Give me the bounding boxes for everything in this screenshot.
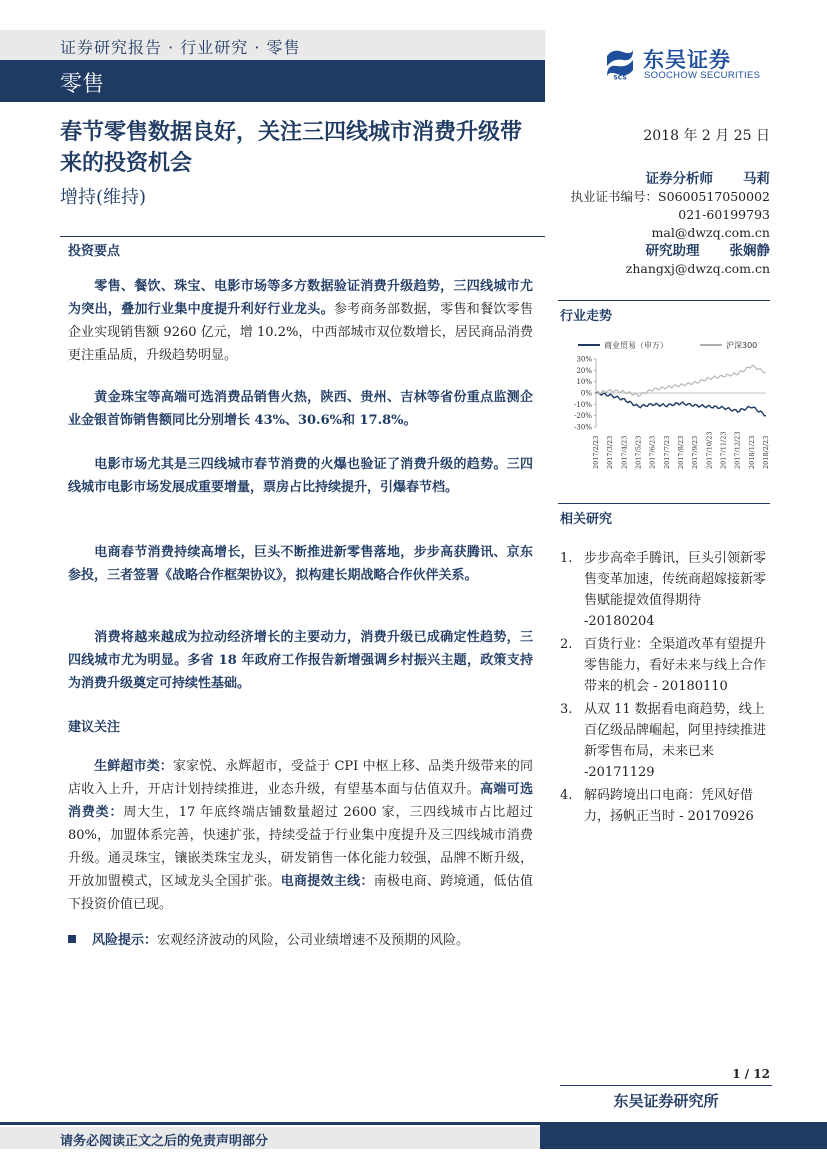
summary-paragraph-3: 电影市场尤其是三四线城市春节消费的火爆也验证了消费升级的趋势。三四线城市电影市场发展成重要增量，票房占比持续提升，引爆春节档。 bbox=[68, 457, 533, 495]
related-item[interactable]: 4. 解码跨境出口电商：凭风好借力，扬帆正当时 - 20170926 bbox=[560, 788, 754, 824]
analyst-phone: 021-60199793 bbox=[678, 207, 770, 222]
disclaimer-bar bbox=[0, 1127, 540, 1149]
assistant-email[interactable]: zhangxj@dwzq.com.cn bbox=[625, 261, 770, 276]
x-tick-label: 2017/2/23 bbox=[592, 435, 600, 469]
y-tick-label: -20% bbox=[574, 412, 592, 421]
legend-label: 商业贸易（申万） bbox=[604, 341, 668, 350]
assistant-role-line bbox=[540, 242, 770, 260]
analyst-name: 马莉 bbox=[743, 171, 770, 187]
y-tick-label: -10% bbox=[574, 400, 592, 409]
report-category-band bbox=[0, 30, 545, 60]
x-tick-label: 2017/12/23 bbox=[733, 431, 742, 469]
bottom-rule bbox=[0, 1122, 540, 1125]
series-line bbox=[596, 392, 766, 416]
summary-heading: 投资要点 bbox=[68, 244, 121, 259]
x-tick-label: 2017/6/23 bbox=[648, 435, 657, 469]
report-category: 证券研究报告 · 行业研究 · 零售 bbox=[60, 38, 301, 57]
analyst-role-line bbox=[540, 170, 770, 188]
series-line bbox=[596, 365, 766, 396]
trend-heading: 行业走势 bbox=[560, 309, 613, 324]
risk-text: 宏观经济波动的风险，公司业绩增速不及预期的风险。 bbox=[157, 933, 470, 948]
suggest-heading: 建议关注 bbox=[68, 720, 121, 735]
soochow-logo-icon bbox=[603, 46, 637, 80]
report-title: 春节零售数据良好，关注三四线城市消费升级带来的投资机会 bbox=[60, 119, 523, 176]
bottom-dark-block bbox=[540, 1122, 827, 1149]
y-tick-label: -30% bbox=[574, 423, 592, 432]
related-rule bbox=[558, 503, 770, 504]
related-heading: 相关研究 bbox=[560, 512, 613, 527]
assistant-name: 张娴静 bbox=[729, 243, 770, 259]
risk-note bbox=[68, 930, 469, 952]
x-tick-label: 2017/5/23 bbox=[634, 435, 643, 469]
logo-mark-text: SCS bbox=[613, 74, 627, 80]
page-number: 1 / 12 bbox=[732, 1067, 770, 1081]
summary-rule bbox=[60, 236, 545, 237]
report-date: 2018 年 2 月 25 日 bbox=[643, 128, 770, 144]
summary-paragraph-4: 电商春节消费持续高增长，巨头不断推进新零售落地，步步高获腾讯、京东参投，三者签署《战略合作框架协议》，拟构建长期战略合作伙伴关系。 bbox=[68, 545, 533, 583]
analyst-role: 证券分析师 bbox=[645, 171, 713, 187]
suggest-paragraph: 生鲜超市类：家家悦、永辉超市，受益于 CPI 中枢上移、品类升级带来的同店收入上升，开店计划持续推进，业态升级，有望基本面与估值双升。高端可选消费类：周大生，17 年底终端店铺数量超过 2600 家，三四线城市占比超过 80%，加盟体系完善，快速扩张，持续受益于行业集中度提升及三四线城市消费升级。通灵珠宝，镶嵌类珠宝龙头，研发销售一体化能力较强，品牌不断升级，开放加盟模式，区域龙头全国扩张。电商提效主线：南极电商、跨境通，低估值下投资价值已现。 bbox=[68, 759, 533, 912]
related-item[interactable]: 3. 从双 11 数据看电商趋势，线上百亿级品牌崛起，阿里持续推进新零售布局，未来已来 -20171129 bbox=[560, 702, 767, 780]
x-tick-label: 2017/9/23 bbox=[691, 435, 700, 469]
related-item[interactable]: 1. 步步高牵手腾讯，巨头引领新零售变革加速，传统商超嫁接新零售赋能提效值得期待 -20180204 bbox=[560, 551, 767, 629]
analyst-cert: 执业证书编号：S0600517050002 bbox=[570, 189, 770, 204]
assistant-role: 研究助理 bbox=[645, 243, 700, 259]
x-tick-label: 2017/3/23 bbox=[606, 435, 615, 469]
sector-name: 零售 bbox=[60, 72, 105, 97]
company-logo bbox=[603, 44, 773, 84]
analyst-email[interactable]: mal@dwzq.com.cn bbox=[651, 225, 770, 240]
x-tick-label: 2017/4/23 bbox=[620, 435, 629, 469]
rating: 增持(维持) bbox=[60, 187, 147, 208]
y-tick-label: 10% bbox=[576, 378, 592, 387]
disclaimer-text[interactable]: 请务必阅读正文之后的免责声明部分 bbox=[60, 1134, 269, 1149]
logo-name-cn: 东吴证券 bbox=[643, 48, 731, 72]
footer-org: 东吴证券研究所 bbox=[613, 1092, 719, 1110]
sector-band bbox=[0, 60, 545, 102]
related-item[interactable]: 2. 百货行业：全渠道改革有望提升零售能力，看好未来与线上合作带来的机会 - 20180110 bbox=[560, 637, 767, 694]
trend-rule bbox=[558, 300, 770, 301]
legend-label: 沪深300 bbox=[726, 341, 758, 350]
bullet-square-icon bbox=[68, 935, 76, 943]
logo-name-en: SOOCHOW SECURITIES bbox=[644, 70, 761, 81]
x-tick-label: 2018/2/23 bbox=[762, 435, 770, 469]
x-tick-label: 2017/8/23 bbox=[677, 435, 685, 469]
x-tick-label: 2017/11/23 bbox=[719, 431, 728, 469]
summary-paragraph-1: 零售、餐饮、珠宝、电影市场等多方数据验证消费升级趋势，三四线城市尤为突出，叠加行业集中度提升利好行业龙头。参考商务部数据，零售和餐饮零售企业实现销售额 9260 亿元，增 10.2%，中西部城市双位数增长，居民商品消费更注重品质，升级趋势明显。 bbox=[68, 279, 533, 363]
y-tick-label: 30% bbox=[576, 355, 592, 364]
trend-chart bbox=[560, 337, 772, 472]
y-tick-label: 0% bbox=[580, 389, 592, 398]
risk-label: 风险提示： bbox=[92, 933, 158, 948]
y-tick-label: 20% bbox=[576, 366, 592, 375]
footer-rule bbox=[560, 1085, 772, 1086]
x-tick-label: 2018/1/23 bbox=[747, 435, 756, 469]
x-tick-label: 2017/7/23 bbox=[662, 435, 671, 469]
related-list bbox=[560, 548, 772, 829]
x-tick-label: 2017/10/23 bbox=[705, 431, 714, 469]
summary-paragraph-2: 黄金珠宝等高端可选消费品销售火热，陕西、贵州、吉林等省份重点监测企业金银首饰销售额同比分别增长 43%、30.6%和 17.8%。 bbox=[68, 390, 533, 428]
analyst-info bbox=[540, 170, 770, 278]
summary-paragraph-5: 消费将越来越成为拉动经济增长的主要动力，消费升级已成确定性趋势，三四线城市尤为明显。多省 18 年政府工作报告新增强调乡村振兴主题，政策支持为消费升级奠定可持续性基础。 bbox=[68, 630, 533, 691]
